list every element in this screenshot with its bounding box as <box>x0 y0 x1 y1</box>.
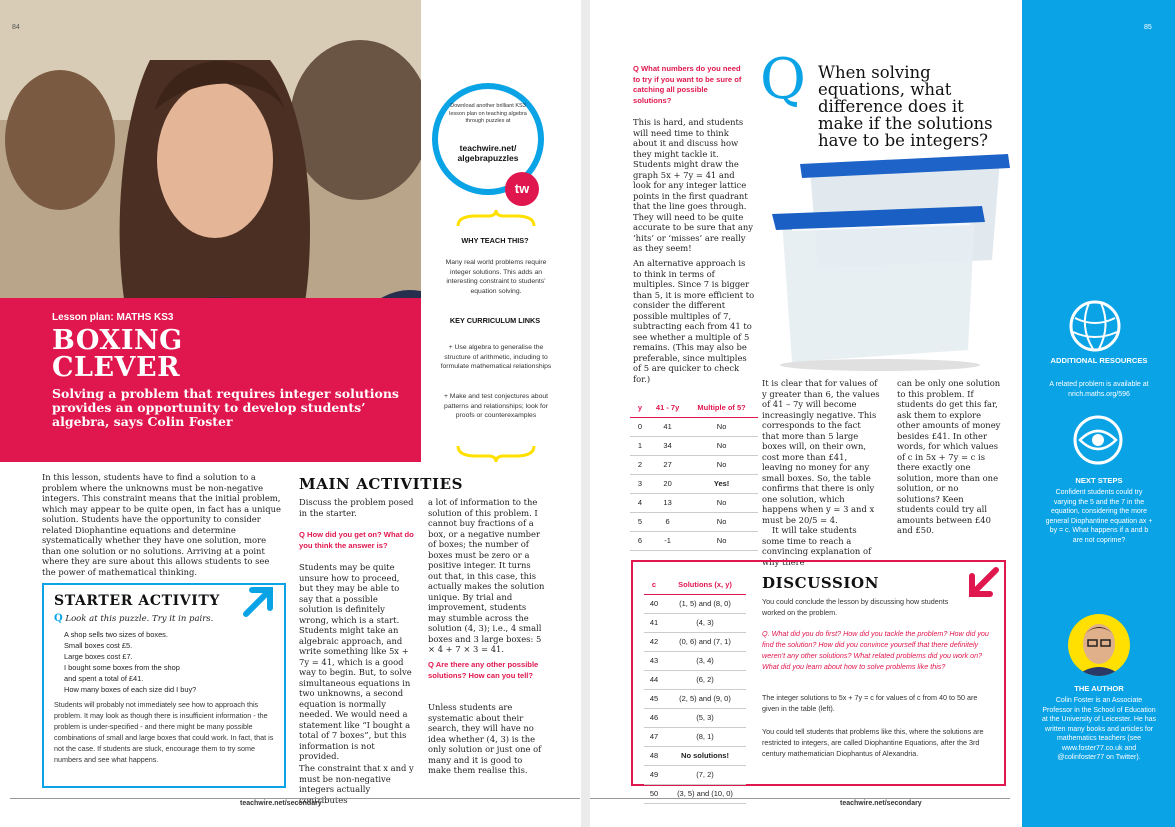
curriculum-link-2: + Make and test conjectures about patterns and relationships; look for proofs or counterexamples <box>443 393 549 419</box>
table-row: 3 20 Yes! <box>630 474 758 493</box>
table-row: 0 41 No <box>630 417 758 436</box>
table-row: 2 27 No <box>630 455 758 474</box>
main-heading: MAIN ACTIVITIES <box>299 475 464 493</box>
discussion-heading: DISCUSSION <box>762 574 880 592</box>
hero-banner <box>0 298 421 462</box>
brace-bottom-icon <box>456 444 536 462</box>
starter-heading: STARTER ACTIVITY <box>54 593 221 609</box>
table-row: 50 (3, 5) and (10, 0) <box>644 784 746 803</box>
table-row: 47 (8, 1) <box>644 727 746 746</box>
brace-top-icon <box>456 210 536 228</box>
pullquote-text: When solving equations, what difference does it make if the solutions have to be integers? <box>818 63 993 150</box>
multiples-table: y 41 - 7y Multiple of 5? 0 41 No 1 34 No 2 27 No 3 20 Yes! 4 13 No 5 6 No 6 -1 No <box>630 398 758 551</box>
download-link[interactable]: teachwire.net/ algebrapuzzles <box>457 143 519 163</box>
arrow-down-left-icon <box>960 562 1004 606</box>
main-p4: a lot of information to the solution of this problem. I cannot buy fractions of a box, or a negative number of boxes; the number of boxes must be zero or a positive integer. It turns out that, in this case, this actually makes the solution unique. By trial and improvement, students may stumble across the solution (4, 3); i.e., 4 small boxes and 3 large boxes: 5 × 4 + 7 × 3 = 41. <box>428 497 545 654</box>
page-number: 85 <box>1144 24 1152 31</box>
solutions-table: c Solutions (x, y) 40 (1, 5) and (8, 0) 41 (4, 3) 42 (0, 6) and (7, 1) 43 (3, 4) 44 (6, 2) 45 (2, 5) and (9, 0) 46 (5, 3) 47 (8, 1) 48 No solutions! 49 (7, 2) 50 (3, 5) and (10, 0) <box>644 575 746 804</box>
puzzle-text: A shop sells two sizes of boxes. Small boxes cost £5. Large boxes cost £7. I bought some boxes from the shop and spent a total of £41. How many boxes of each size did I buy? <box>64 630 197 694</box>
main-q1: Q How did you get on? What do you think the answer is? <box>299 530 414 550</box>
arrow-up-right-icon <box>238 578 282 622</box>
footer-rule <box>10 798 580 799</box>
table-row: 44 (6, 2) <box>644 670 746 689</box>
right-p1: This is hard, and students will need time to think about it and discuss how they might tackle it. Students might draw the graph 5x + 7y = 41 and look for any integer lattice points in the first quadrant that the line goes through. They will need to be quite accurate to be sure that any ‘hits’ or ‘misses’ are really as they seem! <box>633 117 754 253</box>
main-p2: Students may be quite unsure how to proceed, but they may be able to say that a possible solution is definitely wrong, which is a start. Students might take an algebraic approach, and write something like 5x + 7y = 41, which is a good way to begin. But, to solve simultaneous equations in two unknowns, a second equation is normally needed. We would need a statement like “I bought a total of 7 boxes”, but this information is not provided. <box>299 562 412 761</box>
table-row: 5 6 No <box>630 512 758 531</box>
discussion-p2: The integer solutions to 5x + 7y = c for values of c from 40 to 50 are given in the table (left). <box>762 693 978 713</box>
author-text: Colin Foster is an Associate Professor in the School of Education at the University of Leicester. He has written many books and articles for mathematics teachers (see www.foster77.co.uk and @colinfoster77 on Twitter). <box>1042 697 1156 761</box>
footer-url: teachwire.net/secondary <box>240 800 322 807</box>
resources-text[interactable]: A related problem is available at nrich.maths.org/596 <box>1049 381 1149 398</box>
right-q: Q What numbers do you need to try if you want to be sure of catching all possible solutions? <box>633 64 742 105</box>
page-title: BOXING CLEVER <box>52 325 183 383</box>
discussion-p1: You could conclude the lesson by discussing how students worked on the problem. <box>762 597 949 617</box>
download-badge: Download another brilliant KS3 lesson plan on teaching algebra through puzzles at teachwire.net/ algebrapuzzles <box>432 83 544 195</box>
starter-text: Students will probably not immediately see how to approach this problem. It may look as though there is insufficient information - the problem is under-specified - and there might be many possible combinations of small and large boxes that could work. In fact, that is not the case. If students are stuck, encourage them to try some numbers and see what happens. <box>54 700 274 764</box>
curriculum-title: KEY CURRICULUM LINKS <box>449 316 541 325</box>
table-row: 41 (4, 3) <box>644 613 746 632</box>
starter-prompt: Q Look at this puzzle. Try it in pairs. <box>54 613 214 624</box>
eye-icon <box>1072 414 1124 466</box>
next-steps-text: Confident students could try varying the 5 and the 7 in the equation, considering the more general Diophantine equation ax + by = c. What happens if a and b are not coprime? <box>1045 489 1153 544</box>
globe-icon <box>1065 296 1125 356</box>
standfirst: Solving a problem that requires integer solutions provides an opportunity to develop students’ algebra, says Colin Foster <box>52 386 399 429</box>
why-text: Many real world problems require integer solutions. This adds an interesting constraint to students’ equation solving. <box>445 259 547 295</box>
sidebar <box>1022 0 1175 827</box>
table-row: 48 No solutions! <box>644 746 746 765</box>
left-page <box>0 0 581 827</box>
author-avatar <box>1068 614 1130 676</box>
table-row: 46 (5, 3) <box>644 708 746 727</box>
table-row: 42 (0, 6) and (7, 1) <box>644 632 746 651</box>
table-row: 4 13 No <box>630 493 758 512</box>
page-number: 84 <box>12 24 20 31</box>
why-title: WHY TEACH THIS? <box>461 236 529 245</box>
table-row: 43 (3, 4) <box>644 651 746 670</box>
footer-rule <box>590 798 1010 799</box>
mid-col2: can be only one solution to this problem. If students do get this far, ask them to explore other amounts of money besides £41. In other words, for which values of c in 5x + 7y = c is there exactly one solution, more than one solution, or no solutions? Keen students could try all amounts between £40 and £50. <box>897 378 1001 535</box>
main-p1: Discuss the problem posed in the starter. <box>299 497 414 518</box>
resources-title: ADDITIONAL RESOURCES <box>1050 356 1148 365</box>
pullquote-q: Q <box>760 47 806 112</box>
table-row: 40 (1, 5) and (8, 0) <box>644 594 746 613</box>
author-title: THE AUTHOR <box>1074 684 1124 693</box>
main-p5: Unless students are systematic about their search, they will have no idea whether (4, 3) is the only solution or just one of many and it is good to make them realise this. <box>428 702 542 775</box>
main-q2: Q Are there any other possible solutions? How can you tell? <box>428 660 539 680</box>
discussion-q: Q. What did you do first? How did you tackle the problem? How did you find the solution? How did you convince yourself that there definitely weren’t any other solutions? What related problems did you work on? What did you learn about how to solve problems like this? <box>762 629 989 671</box>
table-row: 49 (7, 2) <box>644 765 746 784</box>
food-containers-image <box>770 150 1015 375</box>
next-steps-title: NEXT STEPS <box>1075 476 1123 485</box>
curriculum-link-1: + Use algebra to generalise the structure of arithmetic, including to formulate mathematical relationships <box>440 344 552 370</box>
right-p2: An alternative approach is to think in terms of multiples. Since 7 is bigger than 5, it is more efficient to consider the different possible multiples of 7, subtracting each from 41 to see whether a multiple of 5 remains. (This may also be preferable, since multiples of 5 are quicker to check for.) <box>633 258 755 384</box>
lesson-kicker: Lesson plan: MATHS KS3 <box>52 312 174 323</box>
table-row: 45 (2, 5) and (9, 0) <box>644 689 746 708</box>
table-row: 1 34 No <box>630 436 758 455</box>
mid-col1: It is clear that for values of y greater than 6, the values of 41 – 7y will become increasingly negative. This corresponds to the fact that more than 5 large boxes will, on their own, cost more than £41, leaving no money for any small boxes. So, the table confirms that there is only one solution, which happens when y = 3 and x must be 20/5 = 4. It will take students some time to reach a convincing explanation of why there <box>762 378 880 567</box>
table-row: 6 -1 No <box>630 531 758 550</box>
discussion-p3: You could tell students that problems like this, where the solutions are restricted to integers, are called Diophantine Equations, after the 3rd century mathematician Diophantus of Alexandria. <box>762 727 984 758</box>
main-p3: The constraint that x and y must be non-negative integers actually contributes <box>299 763 414 805</box>
footer-url: teachwire.net/secondary <box>840 800 922 807</box>
tw-logo: tw <box>505 172 539 206</box>
intro-text: In this lesson, students have to find a solution to a problem where the unknowns must be non-negative integers. This constraint means that the initial problem, which may appear to be quite open, in fact has a unique solution. Students have the opportunity to consider related Diophantine equations and determine systematically whether they have one solution, more than one solution or no solutions. Arriving at a point where they are sure about this allows students to see the power of mathematical thinking. <box>42 472 281 577</box>
